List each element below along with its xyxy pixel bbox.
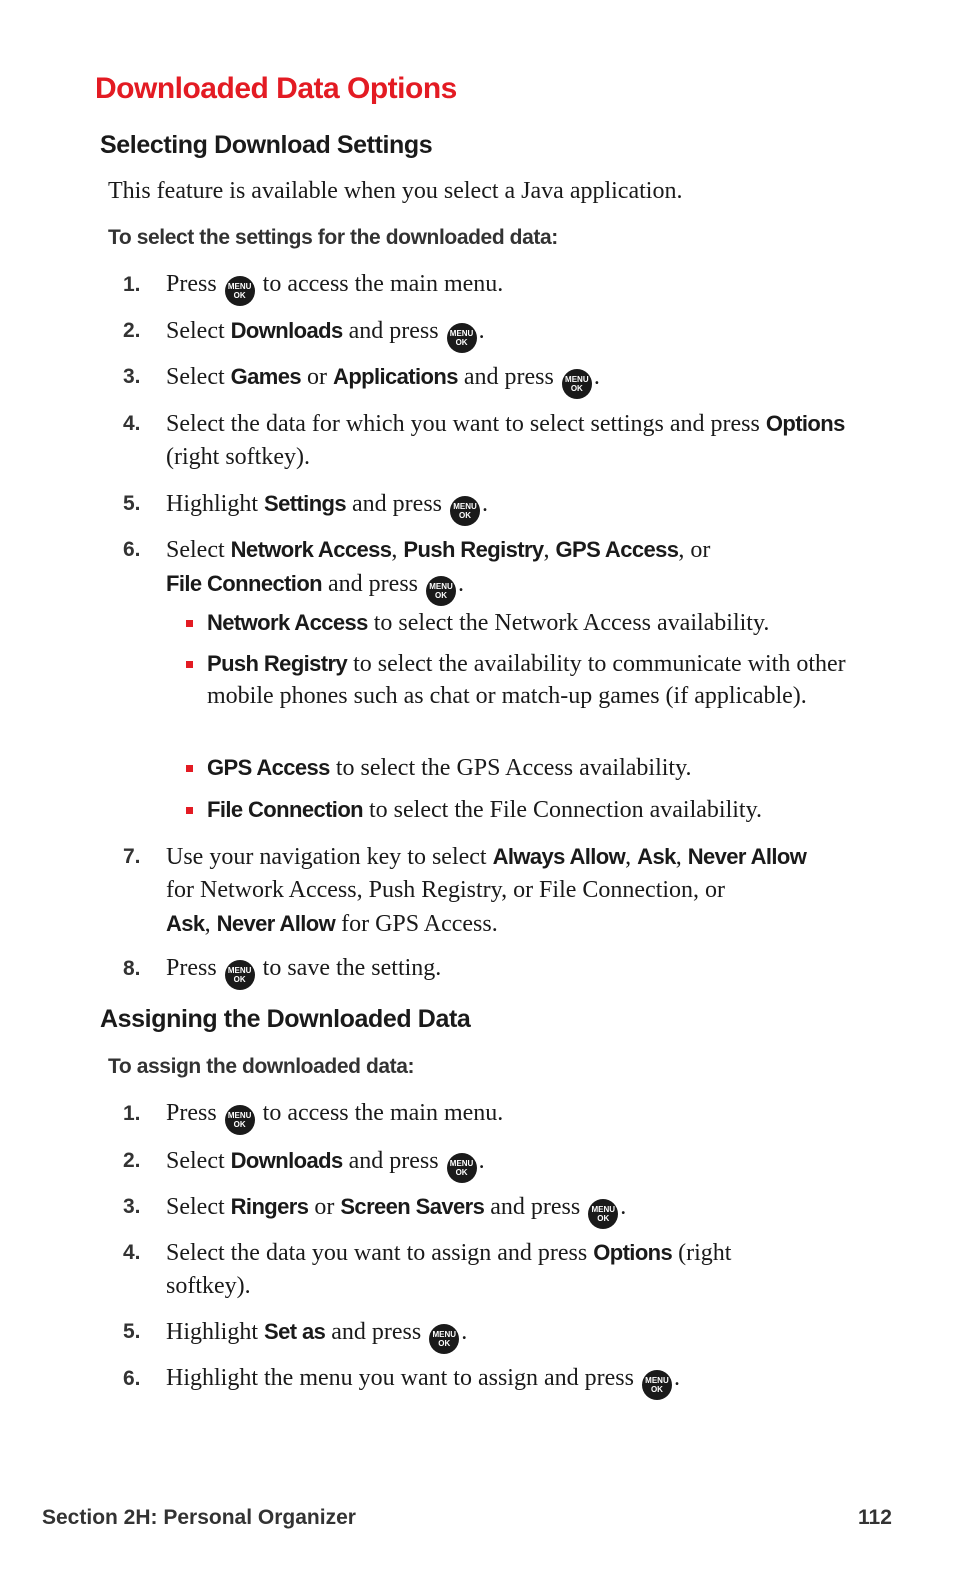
step-text: Select Ringers or Screen Savers and press MENU OK . bbox=[166, 1190, 866, 1229]
menu-ok-icon: MENU OK bbox=[426, 576, 456, 606]
menu-term: Options bbox=[593, 1240, 673, 1265]
menu-ok-icon: MENU OK bbox=[588, 1199, 618, 1229]
step-text: Select the data you want to assign and press Options (right softkey). bbox=[166, 1240, 732, 1299]
step-number: 1. bbox=[123, 1102, 141, 1125]
menu-ok-icon: MENU OK bbox=[225, 276, 255, 306]
step-text: Select Games or Applications and press MENU OK . bbox=[166, 360, 866, 399]
menu-term: Ask bbox=[637, 844, 676, 869]
menu-ok-icon: MENU OK bbox=[447, 1153, 477, 1183]
procedure-lead: To assign the downloaded data: bbox=[108, 1055, 415, 1078]
step-number: 2. bbox=[123, 1149, 141, 1172]
menu-term: File Connection bbox=[166, 571, 323, 596]
step-number: 3. bbox=[123, 365, 141, 388]
bullet-square-icon bbox=[186, 807, 193, 814]
bullet-square-icon bbox=[186, 661, 193, 668]
section-heading-download-settings: Selecting Download Settings bbox=[100, 131, 433, 159]
step-number: 6. bbox=[123, 1367, 141, 1390]
menu-term: Settings bbox=[264, 491, 347, 516]
step-number: 6. bbox=[123, 538, 141, 561]
procedure-lead: To select the settings for the downloaded data: bbox=[108, 226, 558, 249]
bullet-square-icon bbox=[186, 765, 193, 772]
menu-ok-icon: MENU OK bbox=[450, 496, 480, 526]
menu-ok-icon: MENU OK bbox=[447, 323, 477, 353]
menu-term: Applications bbox=[333, 364, 458, 389]
menu-term: Network Access bbox=[207, 610, 368, 635]
menu-ok-icon: MENU OK bbox=[225, 1105, 255, 1135]
step-number: 4. bbox=[123, 1241, 141, 1264]
bullet-square-icon bbox=[186, 620, 193, 627]
step-text: Press MENU OK to access the main menu. bbox=[166, 268, 866, 306]
step-text: Select Downloads and press MENU OK . bbox=[166, 314, 866, 353]
menu-term: Never Allow bbox=[216, 911, 336, 936]
step-number: 8. bbox=[123, 957, 141, 980]
step-text: Press MENU OK to access the main menu. bbox=[166, 1097, 866, 1135]
menu-ok-icon: MENU OK bbox=[562, 369, 592, 399]
step-number: 1. bbox=[123, 273, 141, 296]
step-number: 5. bbox=[123, 1320, 141, 1343]
menu-term: Screen Savers bbox=[340, 1194, 485, 1219]
step-number: 2. bbox=[123, 319, 141, 342]
step-number: 4. bbox=[123, 412, 141, 435]
menu-term: Downloads bbox=[230, 318, 343, 343]
step-number: 7. bbox=[123, 845, 141, 868]
step-text: Select the data for which you want to select settings and press Options (right softkey). bbox=[166, 411, 845, 470]
step-text: Highlight Set as and press MENU OK . bbox=[166, 1315, 866, 1354]
menu-term: Games bbox=[230, 364, 302, 389]
menu-term: Push Registry bbox=[403, 537, 544, 562]
step-number: 5. bbox=[123, 492, 141, 515]
menu-term: GPS Access bbox=[207, 755, 330, 780]
menu-ok-icon: MENU OK bbox=[642, 1370, 672, 1400]
step-text: Press MENU OK to save the setting. bbox=[166, 952, 866, 990]
step-text: Highlight the menu you want to assign and press MENU OK . bbox=[166, 1362, 866, 1400]
step-number: 3. bbox=[123, 1195, 141, 1218]
section-heading-assign-data: Assigning the Downloaded Data bbox=[100, 1005, 471, 1033]
step-text: Highlight Settings and press MENU OK . bbox=[166, 487, 866, 526]
menu-term: Downloads bbox=[230, 1148, 343, 1173]
menu-term: Network Access bbox=[230, 537, 392, 562]
menu-term: Never Allow bbox=[687, 844, 807, 869]
menu-term: Push Registry bbox=[207, 651, 348, 676]
page-title: Downloaded Data Options bbox=[95, 72, 457, 105]
menu-ok-icon: MENU OK bbox=[429, 1324, 459, 1354]
menu-term: Set as bbox=[264, 1319, 326, 1344]
manual-page: Downloaded Data Options Selecting Download Settings This feature is available when you select a Java application. To select the settings for the downloaded data: 1. Press MENU OK to access the main menu. 2. Select Downloads and press MENU OK . 3. Select Games or Applications and press MENU OK . 4. Select the data for which you want to select settings and press Options (right softkey). 5. Highlight Settings and press MENU OK . 6. Select Network Access, Push Registry, GPS Access, or File Connection and press MENU OK . Network Access to select the Network Access availability. Push Registry to select the availability to communicate with other mobile phones such as chat or match-up games (if applicable). GPS Access to select the GPS Access availability. File Connection to select the File Connection availability. 7. Use your navigation key to select Always Allow, Ask, Never Allow for Network Access, Push Registry, or File Connection, or Ask, Never Allow for GPS Access. 8. Press MENU OK to save the setting. Assigning the Downloaded Data To assign the downloaded data: 1. Press MENU OK to access the main menu. 2. Select Downloads and press MENU OK . 3. Select Ringers or Screen Savers and press MENU OK . 4. Select the data you want to assign and press Options (right softkey). 5. Highlight Set as and press MENU OK . 6. Highlight the menu you want to assign and press MENU OK . Section 2H: Personal Organizer 112 bbox=[42, 72, 892, 1529]
menu-term: Ringers bbox=[230, 1194, 309, 1219]
menu-term: Ask bbox=[166, 911, 205, 936]
step-text: Use your navigation key to select Always Allow, Ask, Never Allow for Network Access, Push Registry, or File Connection, or Ask, Never Allow for GPS Access. bbox=[166, 844, 807, 937]
menu-ok-icon: MENU OK bbox=[225, 960, 255, 990]
menu-term: GPS Access bbox=[555, 537, 679, 562]
intro-text: This feature is available when you select a Java application. bbox=[108, 178, 683, 204]
footer-page-number: 112 bbox=[858, 1506, 892, 1529]
menu-term: File Connection bbox=[207, 797, 364, 822]
footer-section-label: Section 2H: Personal Organizer bbox=[42, 1506, 356, 1529]
menu-term: Options bbox=[765, 411, 845, 436]
step-text: Select Network Access, Push Registry, GPS Access, or File Connection and press MENU OK . bbox=[166, 533, 866, 606]
menu-term: Always Allow bbox=[492, 844, 626, 869]
step-text: Select Downloads and press MENU OK . bbox=[166, 1144, 866, 1183]
